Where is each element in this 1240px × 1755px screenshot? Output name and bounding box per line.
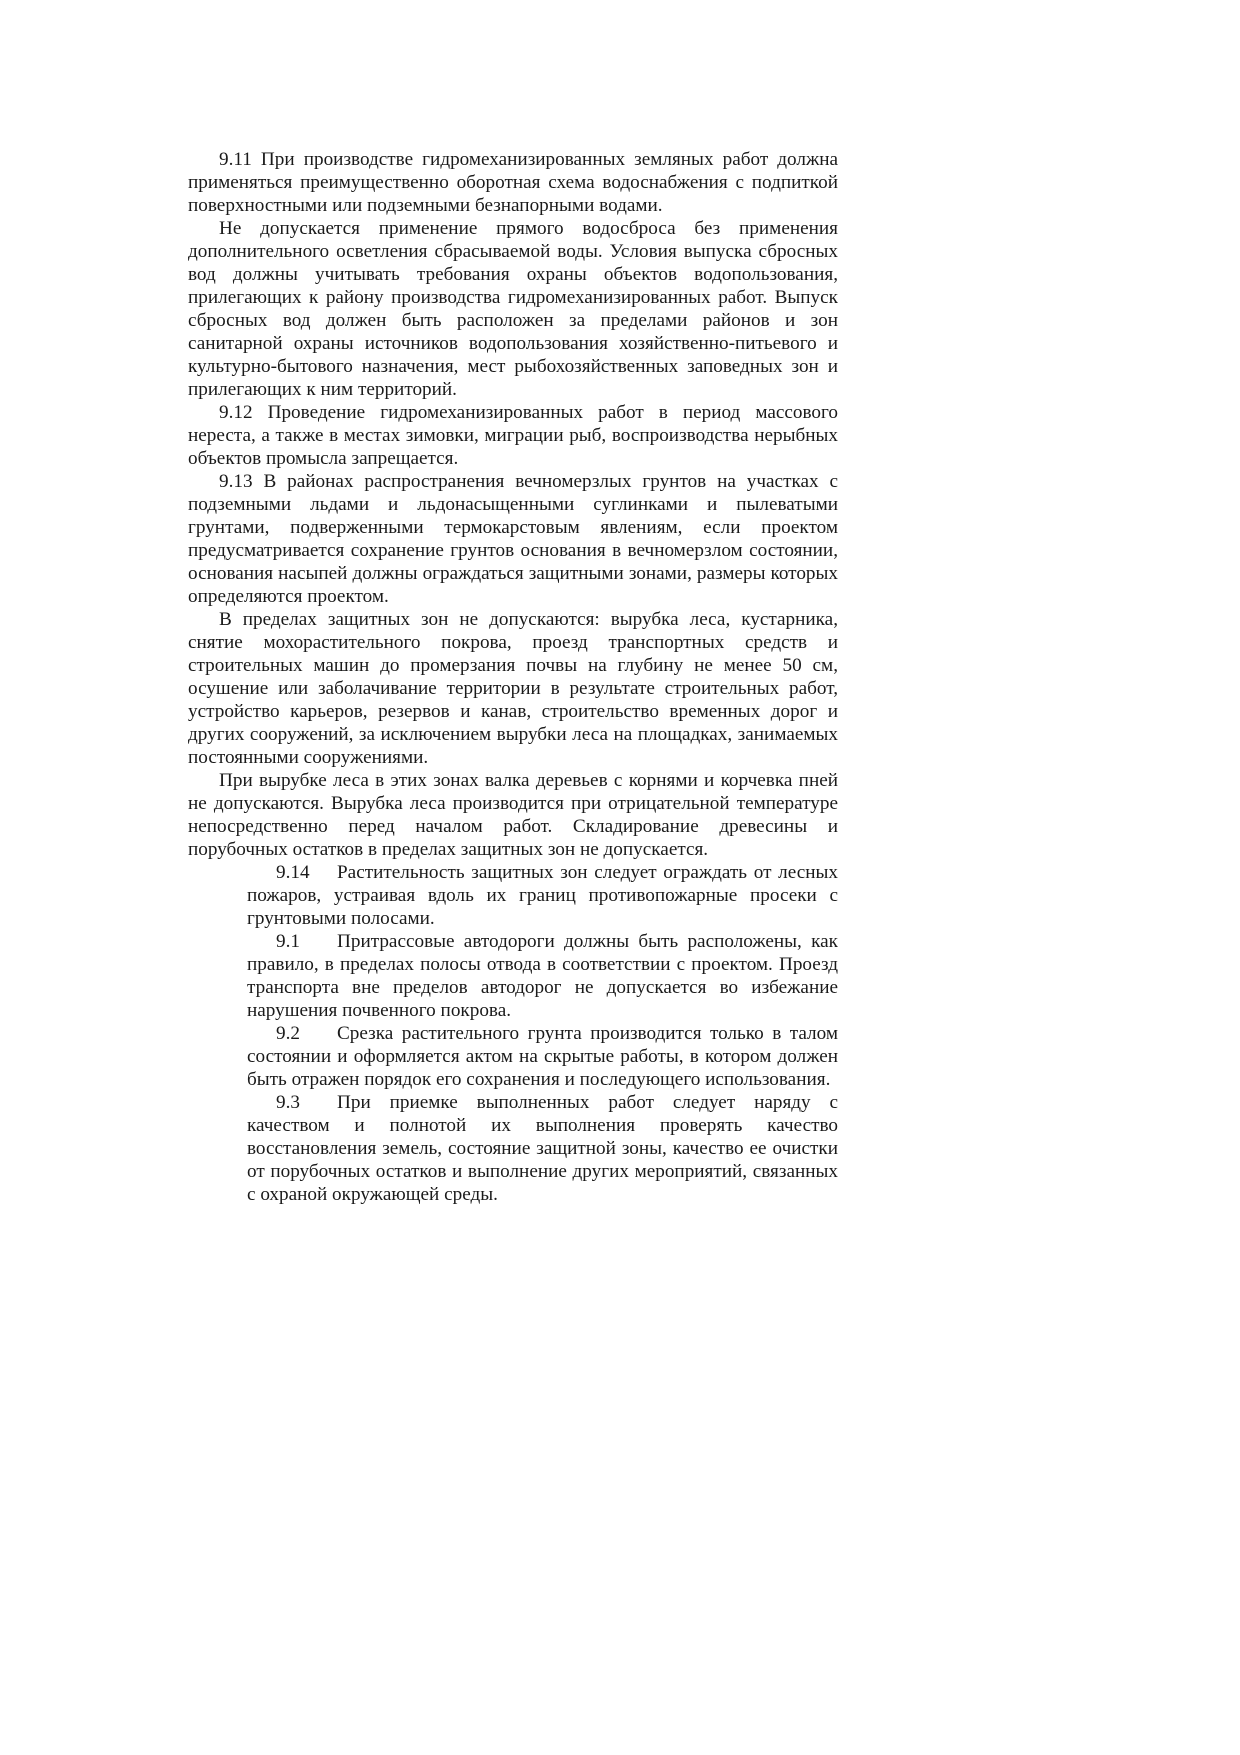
list-item-number: 9.2: [276, 1023, 300, 1044]
list-item-number: 9.1: [276, 931, 300, 952]
list-item-9-2: [247, 1022, 838, 1091]
paragraph-9-12: 9.12 Проведение гидромеханизированных работ в период массового нереста, а также в местах зимовки, миграции рыб, воспроизводства нерыбных объектов промысла запрещается.: [188, 402, 838, 469]
list-item-text: При приемке выполненных работ следует наряду с качеством и полнотой их выполнения проверять качество восстановления земель, состояние защитной зоны, качество ее очистки от порубочных остатков и выполнение других мероприятий, связанных с охраной окружающей среды.: [247, 1092, 838, 1205]
list-item-text: Срезка растительного грунта производится только в талом состоянии и оформляется актом на скрытые работы, в котором должен быть отражен порядок его сохранения и последующего использования.: [247, 1023, 838, 1090]
list-item-9-3: [247, 1091, 838, 1206]
list-item-9-14: [247, 861, 838, 930]
paragraph-logging-rules: При вырубке леса в этих зонах валка деревьев с корнями и корчевка пней не допускаются. Вырубка леса производится при отрицательной температуре непосредственно перед началом работ. Складирование древесины и порубочных остатков в пределах защитных зон не допускается.: [188, 770, 838, 860]
paragraph-discharge-conditions: Не допускается применение прямого водосброса без применения дополнительного осветления сбрасываемой воды. Условия выпуска сбросных вод должны учитывать требования охраны объектов водопользования, прилегающих к району производства гидромеханизированных работ. Выпуск сбросных вод должен быть расположен за пределами районов и зон санитарной охраны источников водопользования хозяйственно-питьевого и культурно-бытового назначения, мест рыбохозяйственных заповедных зон и прилегающих к ним территорий.: [188, 218, 838, 400]
document-page: [188, 148, 838, 1206]
list-item-number: 9.3: [276, 1092, 300, 1113]
paragraph-9-13: 9.13 В районах распространения вечномерзлых грунтов на участках с подземными льдами и льдонасыщенными суглинками и пылеватыми грунтами, подверженными термокарстовым явлениям, если проектом предусматривается сохранение грунтов основания в вечномерзлом состоянии, основания насыпей должны ограждаться защитными зонами, размеры которых определяются проектом.: [188, 471, 838, 607]
numbered-list: [247, 861, 838, 1206]
paragraph-protective-zones: В пределах защитных зон не допускаются: вырубка леса, кустарника, снятие мохорастительного покрова, проезд транспортных средств и строительных машин до промерзания почвы на глубину не менее 50 см, осушение или заболачивание территории в результате строительных работ, устройство карьеров, резервов и канав, строительство временных дорог и других сооружений, за исключением вырубки леса на площадках, занимаемых постоянными сооружениями.: [188, 609, 838, 768]
list-item-text: Растительность защитных зон следует ограждать от лесных пожаров, устраивая вдоль их границ противопожарные просеки с грунтовыми полосами.: [247, 862, 838, 929]
list-item-text: Притрассовые автодороги должны быть расположены, как правило, в пределах полосы отвода в соответствии с проектом. Проезд транспорта вне пределов автодорог не допускается во избежание нарушения почвенного покрова.: [247, 931, 838, 1021]
list-item-number: 9.14: [276, 862, 310, 883]
paragraph-9-11: 9.11 При производстве гидромеханизированных земляных работ должна применяться преимущественно оборотная схема водоснабжения с подпиткой поверхностными или подземными безнапорными водами.: [188, 149, 838, 216]
list-item-9-1: [247, 930, 838, 1022]
